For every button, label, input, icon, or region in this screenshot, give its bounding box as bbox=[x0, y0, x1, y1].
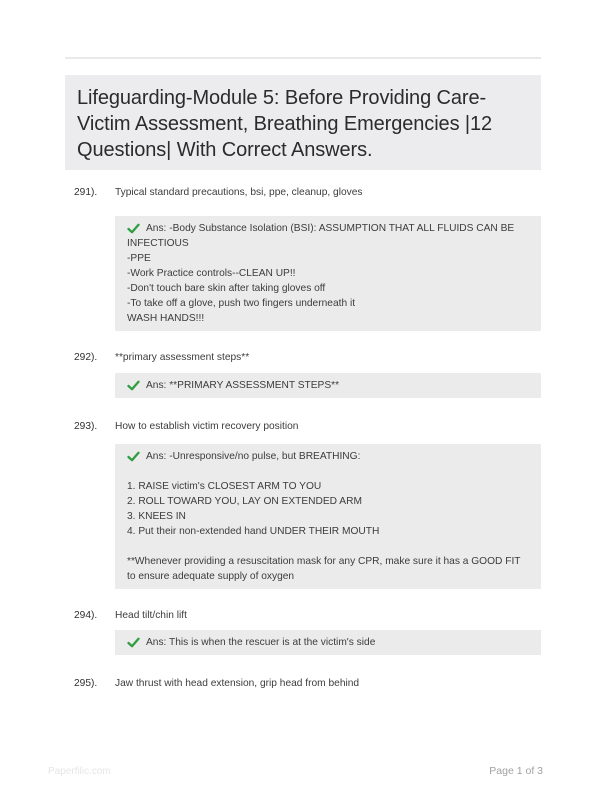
check-icon bbox=[127, 636, 140, 649]
answer-line: Ans: **PRIMARY ASSESSMENT STEPS** bbox=[146, 380, 340, 391]
question-number: 292). bbox=[74, 352, 98, 363]
answer-line: -Don't touch bare skin after taking gloves off bbox=[127, 283, 326, 294]
question-row bbox=[65, 350, 541, 365]
top-rule bbox=[65, 57, 541, 59]
answer-line: -Work Practice controls--CLEAN UP!! bbox=[127, 268, 296, 279]
answer-line: -To take off a glove, push two fingers underneath it bbox=[127, 298, 356, 309]
question-text: Jaw thrust with head extension, grip head from behind bbox=[115, 678, 360, 689]
check-icon bbox=[127, 379, 140, 392]
answer-box bbox=[115, 373, 541, 398]
question-text: How to establish victim recovery position bbox=[115, 421, 299, 432]
question-row bbox=[65, 419, 541, 434]
answer-line: INFECTIOUS bbox=[127, 238, 189, 249]
page-number: Page 1 of 3 bbox=[489, 765, 543, 777]
answer-line: **Whenever providing a resuscitation mask for any CPR, make sure it has a GOOD FIT bbox=[127, 556, 521, 567]
title-block bbox=[65, 75, 541, 170]
question-number: 293). bbox=[74, 421, 98, 432]
answer-line: Ans: -Body Substance Isolation (BSI): ASSUMPTION THAT ALL FLUIDS CAN BE bbox=[146, 223, 515, 234]
question-number: 294). bbox=[74, 610, 98, 621]
answer-box bbox=[115, 630, 541, 655]
answer-box bbox=[115, 444, 541, 589]
answer-line: Ans: This is when the rescuer is at the victim's side bbox=[146, 637, 376, 648]
answer-line: 3. KNEES IN bbox=[127, 511, 186, 522]
check-icon bbox=[127, 450, 140, 463]
question-row bbox=[65, 608, 541, 623]
page-title-line: Lifeguarding-Module 5: Before Providing Care- bbox=[77, 87, 487, 109]
question-text: **primary assessment steps** bbox=[115, 352, 250, 363]
answer-line: 4. Put their non-extended hand UNDER THEIR MOUTH bbox=[127, 526, 380, 537]
question-number: 291). bbox=[74, 187, 98, 198]
watermark: Paperfilic.com bbox=[48, 766, 111, 777]
question-row bbox=[65, 185, 541, 200]
answer-line bbox=[127, 464, 533, 479]
question-text: Typical standard precautions, bsi, ppe, cleanup, gloves bbox=[115, 187, 363, 198]
question-text: Head tilt/chin lift bbox=[115, 610, 187, 621]
page-title-line: Questions| With Correct Answers. bbox=[77, 139, 373, 161]
check-icon bbox=[127, 222, 140, 235]
answer-line: 1. RAISE victim's CLOSEST ARM TO YOU bbox=[127, 481, 322, 492]
answer-box bbox=[115, 216, 541, 331]
answer-line: to ensure adequate supply of oxygen bbox=[127, 571, 295, 582]
answer-line: WASH HANDS!!! bbox=[127, 313, 205, 324]
answer-line: -PPE bbox=[127, 253, 151, 264]
question-number: 295). bbox=[74, 678, 98, 689]
answer-line: 2. ROLL TOWARD YOU, LAY ON EXTENDED ARM bbox=[127, 496, 362, 507]
question-row bbox=[65, 676, 541, 691]
page-title-line: Victim Assessment, Breathing Emergencies |12 bbox=[77, 113, 493, 135]
answer-line bbox=[127, 539, 533, 554]
answer-line: Ans: -Unresponsive/no pulse, but BREATHING: bbox=[146, 451, 361, 462]
